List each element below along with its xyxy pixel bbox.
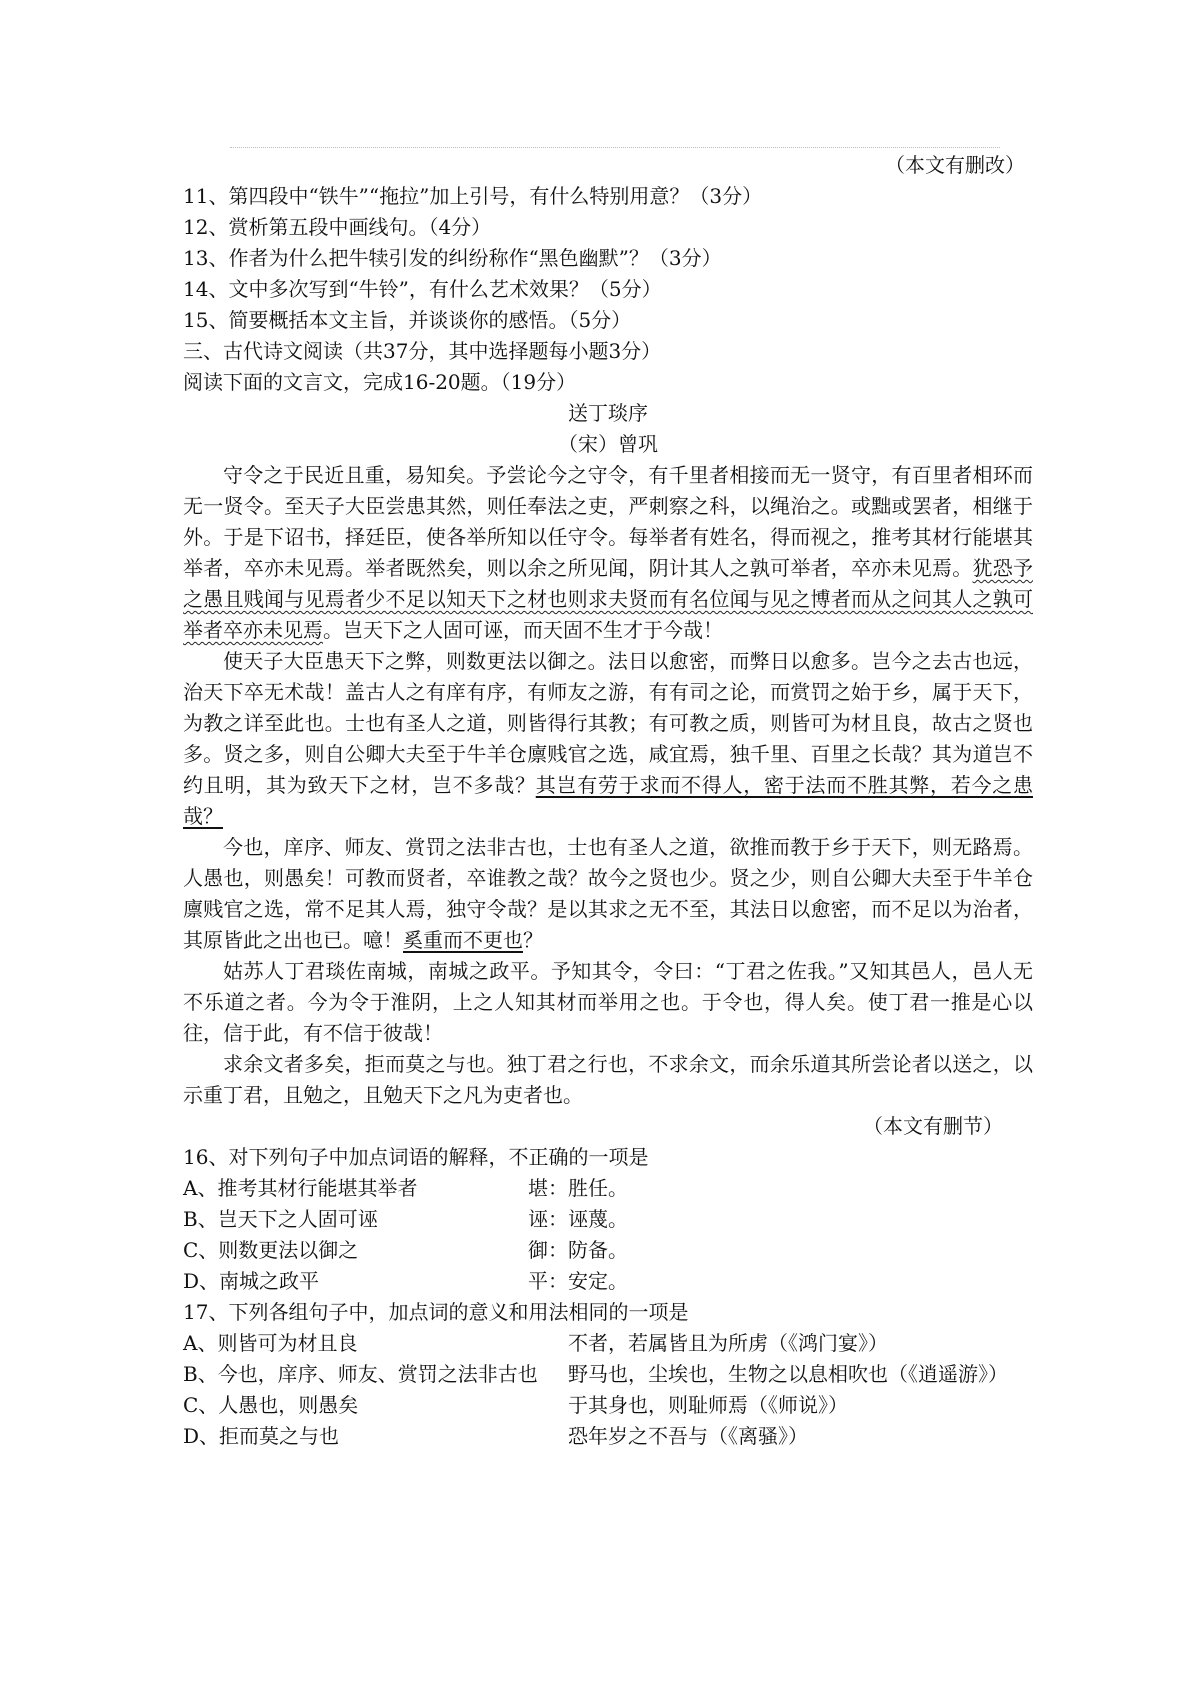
passage-paragraph-5: 求余文者多矣，拒而莫之与也。独丁君之行也，不求余文，而余乐道其所尝论者以送之，以示重丁君，且勉之，且勉天下之凡为吏者也。 xyxy=(183,1052,1033,1107)
option-sentence: B、今也，庠序、师友、赏罚之法非古也 xyxy=(183,1362,538,1386)
top-dotted-rule xyxy=(230,147,1000,148)
passage-paragraph-4: 姑苏人丁君琰佐南城，南城之政平。予知其令，令曰：“丁君之佐我。”又知其邑人，邑人无不乐道之者。今为令于淮阴，上之人知其材而举用之也。于令也，得人矣。使丁君一推是心以往，信于此，有不信于彼哉！ xyxy=(183,959,1033,1045)
question-16-option-b xyxy=(183,1204,1033,1235)
question-16-stem: 16、对下列句子中加点词语的解释，不正确的一项是 xyxy=(183,1145,649,1169)
passage-p1-text-end: 。岂天下之人固可诬，而天固不生才于今哉！ xyxy=(323,618,723,642)
passage-p2-text: 使天子大臣患天下之弊，则数更法以御之。法日以愈密，而弊日以愈多。岂今之去古也远，治天下卒无术哉！盖古人之有庠有序，有师友之游，有有司之论，而赏罚之始于乡，属于天下，为教之详至此也。士也有圣人之道，则皆得行其教；有可教之质，则皆可为材且良，故古之贤也多。贤之多，则自公卿大夫至于牛羊仓廪贱官之选，咸宜焉，独千里、百里之长哉？其为道岂不约且明，其为致天下之材，岂不多哉？ xyxy=(183,649,1033,797)
option-sentence: D、南城之政平 xyxy=(183,1269,320,1293)
question-13: 13、作者为什么把牛犊引发的纠纷称作“黑色幽默”？（3分） xyxy=(183,246,722,270)
reading-instruction: 阅读下面的文言文，完成16-20题。（19分） xyxy=(183,370,577,394)
question-17-option-b xyxy=(183,1359,1033,1390)
option-gloss: 诬：诬蔑。 xyxy=(528,1207,628,1231)
option-gloss: 御：防备。 xyxy=(528,1238,628,1262)
section-heading: 三、古代诗文阅读（共37分，其中选择题每小题3分） xyxy=(183,339,662,363)
passage-paragraph-3 xyxy=(183,832,1033,956)
option-sentence: B、岂天下之人固可诬 xyxy=(183,1207,378,1231)
deletion-note-top: （本文有删改） xyxy=(885,153,1025,177)
question-17-option-a xyxy=(183,1328,1033,1359)
option-sentence: C、人愚也，则愚矣 xyxy=(183,1393,359,1417)
question-12: 12、赏析第五段中画线句。（4分） xyxy=(183,215,492,239)
question-15: 15、简要概括本文主旨，并谈谈你的感悟。（5分） xyxy=(183,308,632,332)
classical-passage xyxy=(183,460,1033,1111)
question-16-option-c xyxy=(183,1235,1033,1266)
question-17-stem: 17、下列各组句子中，加点词的意义和用法相同的一项是 xyxy=(183,1300,689,1324)
option-sentence: A、推考其材行能堪其举者 xyxy=(183,1176,418,1200)
option-sentence: D、拒而莫之与也 xyxy=(183,1424,340,1448)
question-16-option-a xyxy=(183,1173,1033,1204)
option-pair: 恐年岁之不吾与（《离骚》） xyxy=(568,1424,808,1448)
passage-p3-text: 今也，庠序、师友、赏罚之法非古也，士也有圣人之道，欲推而教于乡于天下，则无路焉。人愚也，则愚矣！可教而贤者，卒谁教之哉？故今之贤也少。贤之少，则自公卿大夫至于牛羊仓廪贱官之选，常不足其人焉，独守令哉？是以其求之无不至，其法日以愈密，而不足以为治者，其原皆此之出也已。噫！ xyxy=(183,835,1033,952)
passage-p1-text: 守令之于民近且重，易知矣。予尝论今之守令，有千里者相接而无一贤守，有百里者相环而无一贤令。至天子大臣尝患其然，则任奉法之吏，严刺察之科，以绳治之。或黜或罢者，相继于外。于是下诏书，择廷臣，使各举所知以任守令。每举者有姓名，得而视之，推考其材行能堪其举者，卒亦未见焉。举者既然矣，则以余之所见闻，阴计其人之孰可举者，卒亦未见焉。 xyxy=(183,463,1033,580)
passage-paragraph-1 xyxy=(183,460,1033,646)
question-16-option-d xyxy=(183,1266,1033,1297)
option-gloss: 平：安定。 xyxy=(528,1269,628,1293)
deletion-note-bottom: （本文有删节） xyxy=(863,1114,1003,1138)
question-14: 14、文中多次写到“牛铃”，有什么艺术效果？（5分） xyxy=(183,277,662,301)
option-gloss: 堪：胜任。 xyxy=(528,1176,628,1200)
option-pair: 不者，若属皆且为所虏（《鸿门宴》） xyxy=(568,1331,888,1355)
option-pair: 于其身也，则耻师焉（《师说》） xyxy=(568,1393,848,1417)
document-content xyxy=(183,150,1033,1452)
option-sentence: A、则皆可为材且良 xyxy=(183,1331,358,1355)
option-pair: 野马也，尘埃也，生物之以息相吹也（《逍遥游》） xyxy=(568,1362,1008,1386)
question-17-option-c xyxy=(183,1390,1033,1421)
passage-p3-text-end: ？ xyxy=(523,928,543,952)
question-11: 11、第四段中“铁牛”“拖拉”加上引号，有什么特别用意？（3分） xyxy=(183,184,763,208)
essay-author: （宋）曾巩 xyxy=(558,432,658,456)
wavy-underlined-sentence: 犹恐予之愚且贱闻与见焉者少不足以知天下之材也则求夫贤而有名位闻与见之博者而从之问其人之孰可举者卒亦未见焉 xyxy=(183,556,1034,642)
underlined-sentence-2: 奚重而不更也 xyxy=(403,928,523,952)
essay-title: 送丁琰序 xyxy=(568,401,648,425)
question-17-option-d xyxy=(183,1421,1033,1452)
underlined-sentence-1: 其岂有劳于求而不得人，密于法而不胜其弊，若今之患哉？ xyxy=(183,773,1033,828)
passage-paragraph-2 xyxy=(183,646,1033,832)
option-sentence: C、则数更法以御之 xyxy=(183,1238,359,1262)
